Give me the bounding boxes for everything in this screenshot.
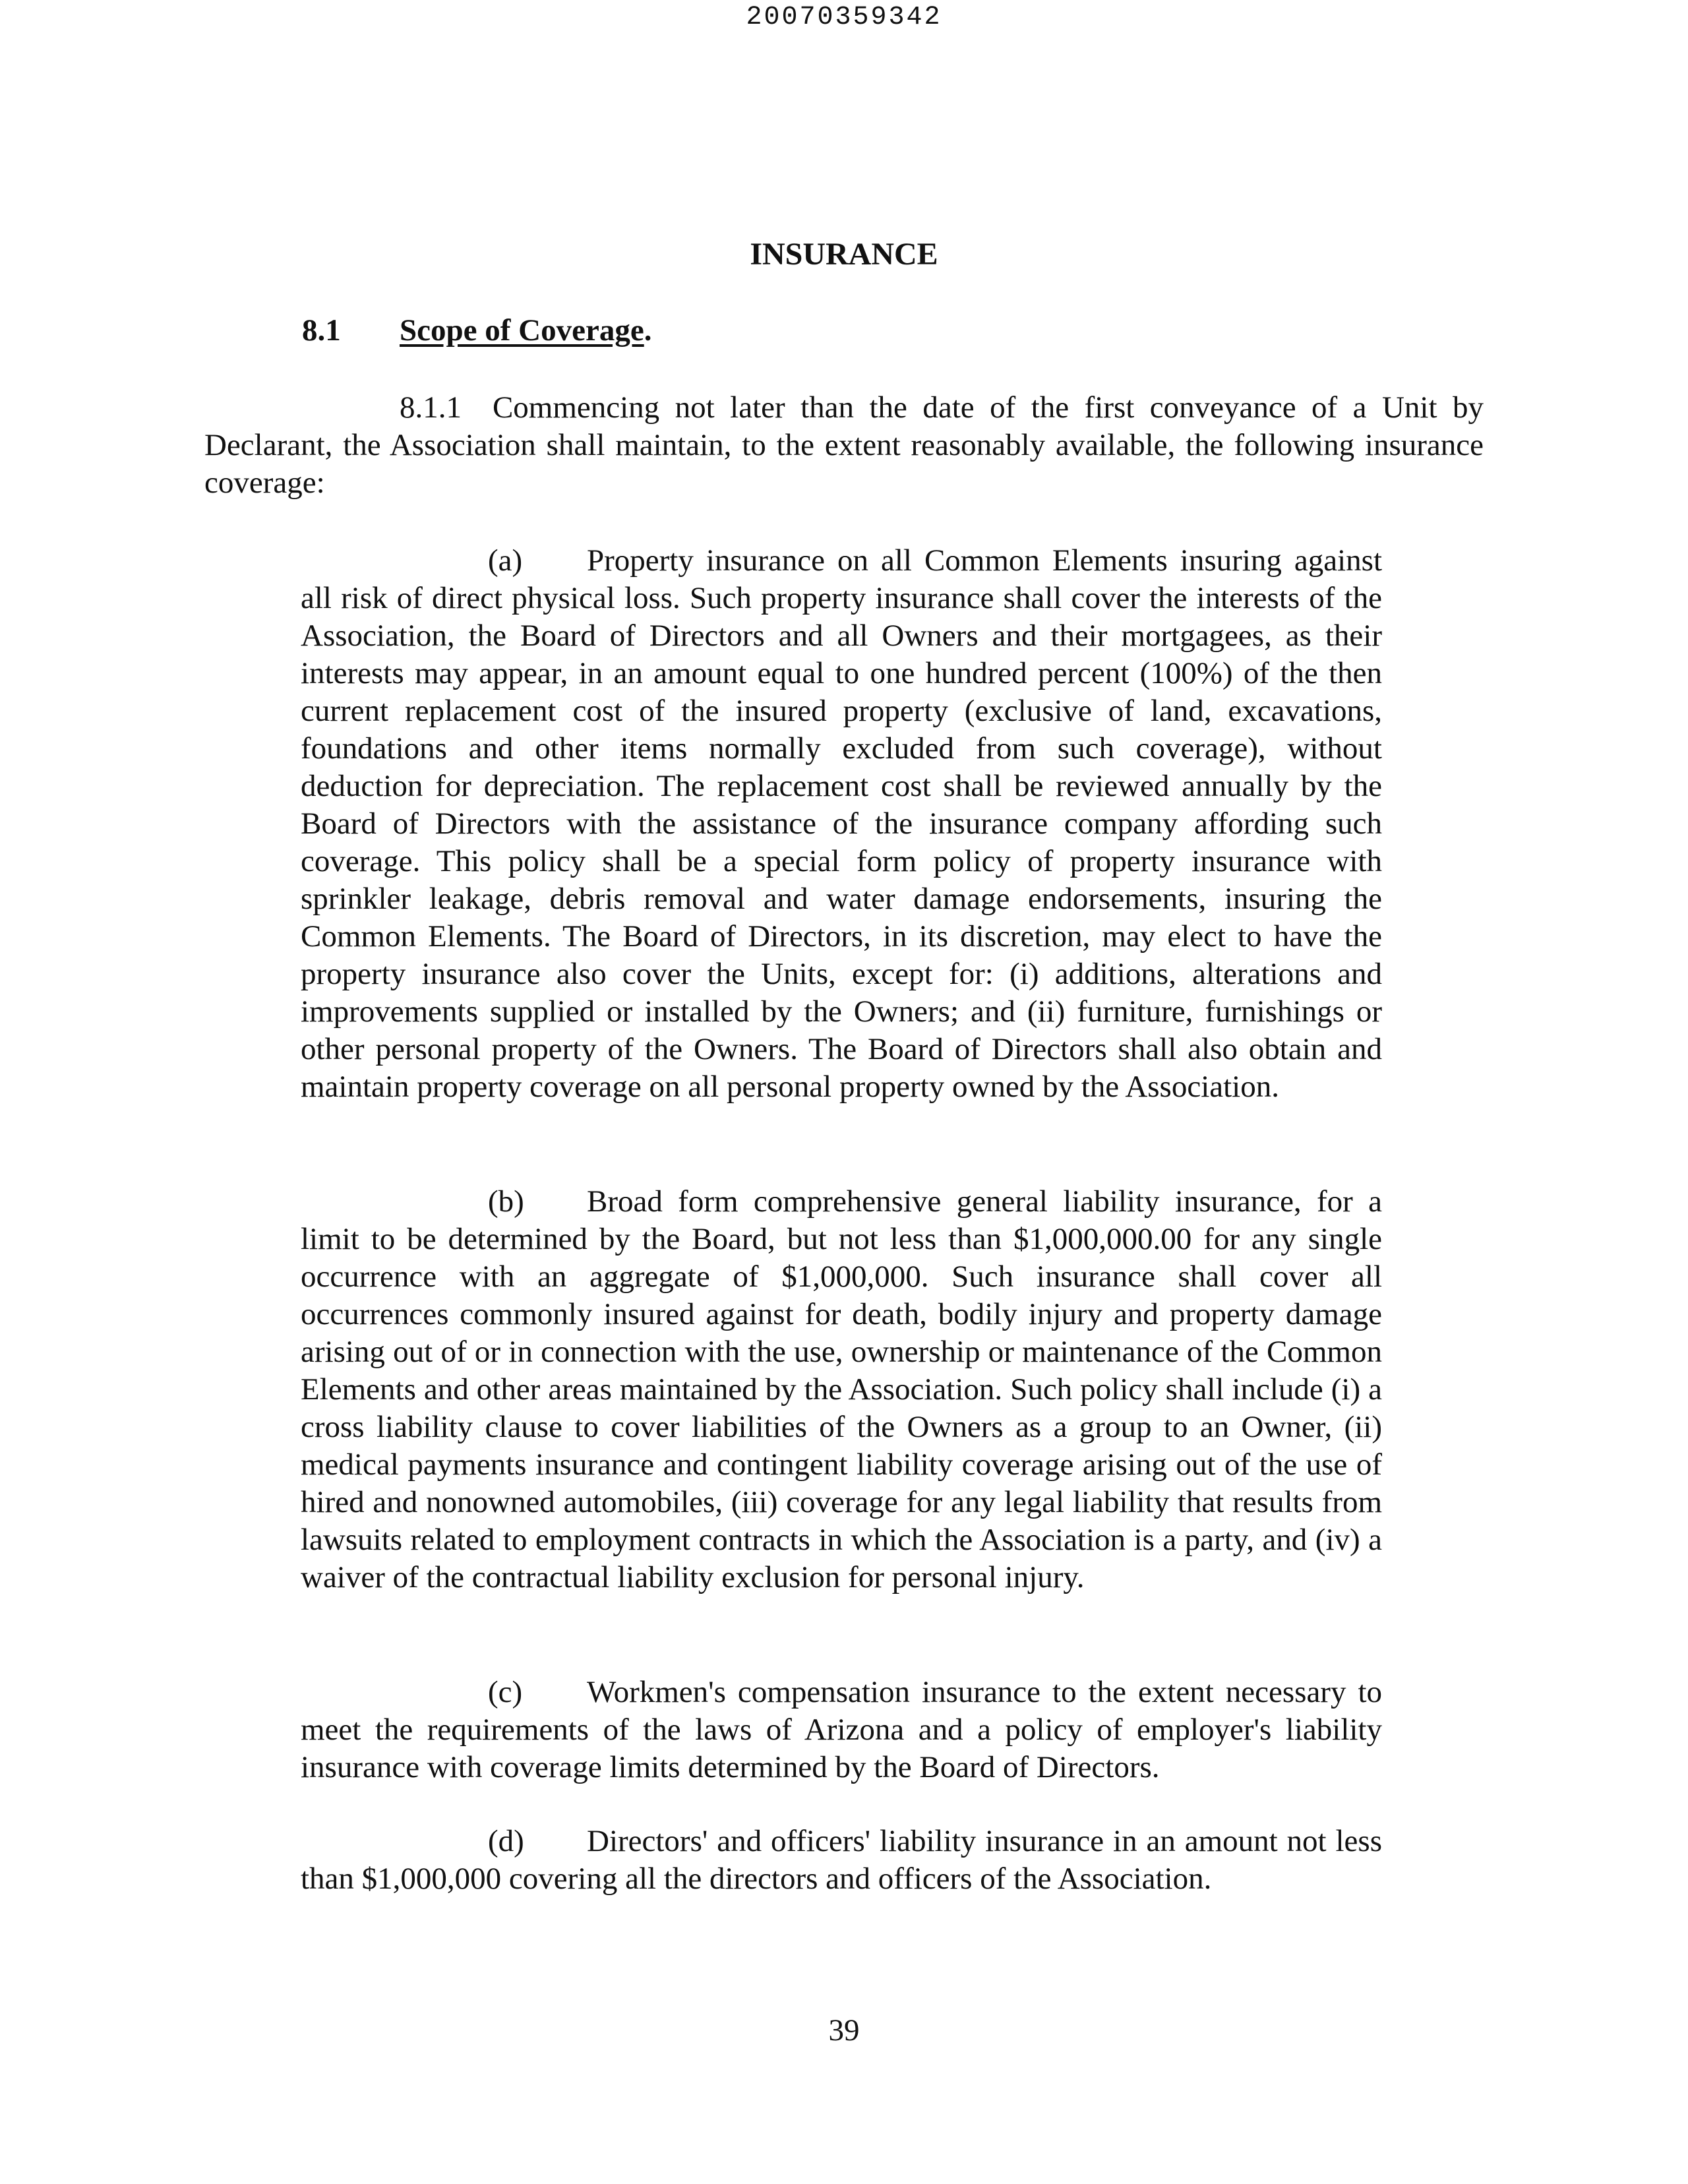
section-number: 8.1 (302, 313, 341, 348)
subparagraph-marker: (a) (488, 543, 523, 578)
subparagraph-text: Broad form comprehensive general liability insurance, for a limit to be determined by the Board, but not less than $1,000,000.00 for any single occurrence with an aggregate of $1,000,000. Such insurance shall cover all occurrences commonly insured against for death, bodily injury and property damage arising out of or in connection with the use, ownership or maintenance of the Common Elements and other areas maintained by the Association. Such policy shall include (i) a cross liability clause to cover liabilities of the Owners as a group to an Owner, (ii) medical payments insurance and contingent liability coverage arising out of the use of hired and nonowned automobiles, (iii) coverage for any legal liability that results from lawsuits related to employment contracts in which the Association is a party, and (iv) a waiver of the contractual liability exclusion for personal injury. (301, 1184, 1382, 1594)
section-heading (302, 313, 651, 348)
paragraph-8-1-1 (204, 389, 1484, 502)
subparagraph-text: Workmen's compensation insurance to the extent necessary to meet the requirements of the laws of Arizona and a policy of employer's liability insurance with coverage limits determined by the Board of Directors. (301, 1675, 1382, 1784)
paragraph-text: Commencing not later than the date of the first conveyance of a Unit by Declarant, the Association shall maintain, to the extent reasonably available, the following insurance coverage: (204, 390, 1484, 500)
subparagraph-marker: (b) (488, 1184, 524, 1219)
subparagraph-text: Property insurance on all Common Elements insuring against all risk of direct physical loss. Such property insurance shall cover the interests of the Association, the Board of Directors and all Owners and their mortgagees, as their interests may appear, in an amount equal to one hundred percent (100%) of the then current replacement cost of the insured property (exclusive of land, excavations, foundations and other items normally excluded from such coverage), without deduction for depreciation. The replacement cost shall be reviewed annually by the Board of Directors with the assistance of the insurance company affording such coverage. This policy shall be a special form policy of property insurance with sprinkler leakage, debris removal and water damage endorsements, insuring the Common Elements. The Board of Directors, in its discretion, may elect to have the property insurance also cover the Units, except for: (i) additions, alterations and improvements supplied or installed by the Owners; and (ii) furniture, furnishings or other personal property of the Owners. The Board of Directors shall also obtain and maintain property coverage on all personal property owned by the Association. (301, 543, 1382, 1104)
subparagraph-marker: (c) (488, 1675, 523, 1709)
page-number: 39 (828, 2013, 860, 2048)
document-number: 20070359342 (746, 3, 942, 32)
subparagraph-marker: (d) (488, 1824, 524, 1858)
section-title: Scope of Coverage (400, 313, 644, 348)
paragraph-number: 8.1.1 (400, 390, 462, 425)
subparagraph-c (301, 1674, 1382, 1786)
article-heading: INSURANCE (750, 237, 938, 272)
subparagraph-b (301, 1183, 1382, 1596)
subparagraph-d (301, 1823, 1382, 1898)
section-title-period: . (644, 313, 652, 348)
subparagraph-text: Directors' and officers' liability insurance in an amount not less than $1,000,000 covering all the directors and officers of the Association. (301, 1824, 1382, 1896)
subparagraph-a (301, 542, 1382, 1106)
